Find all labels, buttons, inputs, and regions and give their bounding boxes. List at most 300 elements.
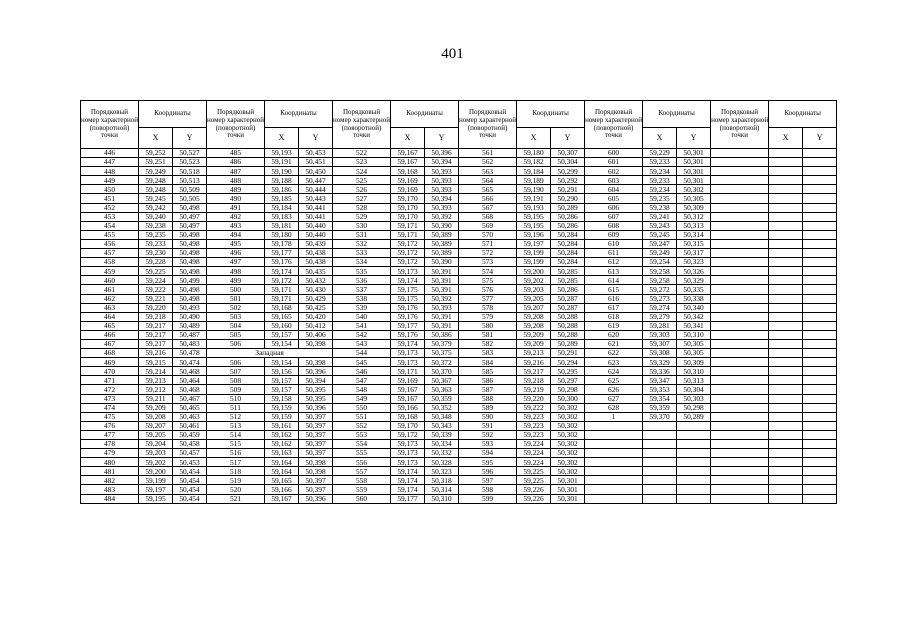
x-cell: 59,209 xyxy=(139,403,173,412)
point-number-cell xyxy=(711,367,769,376)
y-cell: 50,441 xyxy=(299,203,333,212)
point-number-cell: 477 xyxy=(81,430,139,439)
y-cell: 50,397 xyxy=(299,485,333,494)
x-cell: 59,222 xyxy=(139,285,173,294)
point-number-cell: 461 xyxy=(81,285,139,294)
table-row xyxy=(81,167,837,176)
y-cell: 50,295 xyxy=(551,367,585,376)
y-cell: 50,323 xyxy=(677,258,711,267)
y-cell: 50,396 xyxy=(299,494,333,503)
header-y: Y xyxy=(803,128,837,149)
point-number-cell: 515 xyxy=(207,440,265,449)
y-cell: 50,465 xyxy=(173,403,207,412)
y-cell: 50,398 xyxy=(299,458,333,467)
point-number-cell: 474 xyxy=(81,403,139,412)
x-cell: 59,217 xyxy=(139,339,173,348)
y-cell: 50,303 xyxy=(677,394,711,403)
x-cell xyxy=(769,467,803,476)
x-cell: 59,197 xyxy=(139,485,173,494)
point-number-cell xyxy=(711,394,769,403)
x-cell: 59,173 xyxy=(391,458,425,467)
point-number-cell: 565 xyxy=(459,185,517,194)
y-cell: 50,302 xyxy=(551,403,585,412)
y-cell xyxy=(803,267,837,276)
point-number-cell: 575 xyxy=(459,276,517,285)
point-number-cell: 499 xyxy=(207,276,265,285)
point-number-cell: 534 xyxy=(333,258,391,267)
y-cell: 50,298 xyxy=(551,385,585,394)
point-number-cell: 548 xyxy=(333,385,391,394)
y-cell: 50,291 xyxy=(551,349,585,358)
x-cell: 59,170 xyxy=(391,203,425,212)
point-number-cell: 550 xyxy=(333,403,391,412)
x-cell: 59,164 xyxy=(265,467,299,476)
header-coordinates: Координаты xyxy=(643,101,711,128)
y-cell: 50,396 xyxy=(299,367,333,376)
x-cell: 59,235 xyxy=(139,230,173,239)
x-cell xyxy=(769,176,803,185)
point-number-cell: 558 xyxy=(333,476,391,485)
y-cell: 50,299 xyxy=(551,167,585,176)
point-number-cell: 447 xyxy=(81,158,139,167)
y-cell: 50,302 xyxy=(551,449,585,458)
x-cell xyxy=(769,367,803,376)
y-cell xyxy=(803,485,837,494)
x-cell: 59,174 xyxy=(391,276,425,285)
x-cell: 59,157 xyxy=(265,376,299,385)
x-cell xyxy=(769,230,803,239)
point-number-cell: 588 xyxy=(459,394,517,403)
x-cell: 59,202 xyxy=(517,276,551,285)
y-cell xyxy=(803,394,837,403)
point-number-cell xyxy=(711,167,769,176)
x-cell: 59,208 xyxy=(517,321,551,330)
point-number-cell: 594 xyxy=(459,449,517,458)
header-y: Y xyxy=(299,128,333,149)
point-number-cell: 540 xyxy=(333,312,391,321)
header-x: X xyxy=(139,128,173,149)
point-number-cell: 510 xyxy=(207,394,265,403)
point-number-cell: 505 xyxy=(207,330,265,339)
point-number-cell: 626 xyxy=(585,385,643,394)
y-cell xyxy=(803,258,837,267)
y-cell: 50,447 xyxy=(299,176,333,185)
y-cell xyxy=(803,158,837,167)
x-cell: 59,190 xyxy=(517,185,551,194)
y-cell xyxy=(677,467,711,476)
point-number-cell: 471 xyxy=(81,376,139,385)
x-cell: 59,209 xyxy=(517,339,551,348)
x-cell: 59,224 xyxy=(517,458,551,467)
y-cell: 50,312 xyxy=(677,212,711,221)
y-cell: 50,328 xyxy=(425,458,459,467)
point-number-cell: 522 xyxy=(333,149,391,158)
y-cell: 50,430 xyxy=(299,285,333,294)
x-cell: 59,185 xyxy=(265,194,299,203)
y-cell: 50,302 xyxy=(677,185,711,194)
x-cell: 59,193 xyxy=(265,149,299,158)
y-cell: 50,300 xyxy=(551,394,585,403)
x-cell: 59,170 xyxy=(391,421,425,430)
header-y: Y xyxy=(173,128,207,149)
y-cell xyxy=(803,167,837,176)
header-point-number: Порядковый номер характерной (поворотной) точки xyxy=(333,101,391,149)
x-cell: 59,229 xyxy=(643,149,677,158)
x-cell: 59,168 xyxy=(391,167,425,176)
x-cell: 59,176 xyxy=(265,258,299,267)
y-cell: 50,285 xyxy=(551,267,585,276)
y-cell: 50,309 xyxy=(677,203,711,212)
y-cell: 50,389 xyxy=(425,230,459,239)
y-cell: 50,302 xyxy=(551,440,585,449)
point-number-cell xyxy=(711,230,769,239)
x-cell: 59,161 xyxy=(265,421,299,430)
x-cell xyxy=(769,421,803,430)
x-cell xyxy=(769,412,803,421)
x-cell: 59,221 xyxy=(139,294,173,303)
header-x: X xyxy=(391,128,425,149)
y-cell: 50,391 xyxy=(425,321,459,330)
x-cell: 59,208 xyxy=(139,412,173,421)
x-cell: 59,172 xyxy=(391,249,425,258)
x-cell: 59,238 xyxy=(139,221,173,230)
point-number-cell: 454 xyxy=(81,221,139,230)
point-number-cell: 567 xyxy=(459,203,517,212)
x-cell: 59,203 xyxy=(139,449,173,458)
point-number-cell: 484 xyxy=(81,494,139,503)
y-cell: 50,307 xyxy=(551,149,585,158)
y-cell: 50,370 xyxy=(425,367,459,376)
table-row xyxy=(81,258,837,267)
x-cell xyxy=(769,203,803,212)
point-number-cell: 595 xyxy=(459,458,517,467)
y-cell: 50,490 xyxy=(173,312,207,321)
x-cell: 59,245 xyxy=(139,194,173,203)
x-cell: 59,226 xyxy=(517,485,551,494)
table-row xyxy=(81,394,837,403)
x-cell: 59,233 xyxy=(643,158,677,167)
y-cell: 50,398 xyxy=(299,358,333,367)
point-number-cell: 448 xyxy=(81,167,139,176)
x-cell xyxy=(643,440,677,449)
y-cell: 50,397 xyxy=(299,412,333,421)
x-cell: 59,157 xyxy=(265,385,299,394)
x-cell: 59,202 xyxy=(139,458,173,467)
point-number-cell: 586 xyxy=(459,376,517,385)
y-cell xyxy=(803,476,837,485)
x-cell: 59,172 xyxy=(391,258,425,267)
point-number-cell xyxy=(711,185,769,194)
y-cell xyxy=(803,430,837,439)
y-cell: 50,395 xyxy=(299,385,333,394)
x-cell: 59,212 xyxy=(139,385,173,394)
x-cell xyxy=(643,494,677,503)
point-number-cell xyxy=(711,176,769,185)
point-number-cell: 627 xyxy=(585,394,643,403)
y-cell: 50,301 xyxy=(677,158,711,167)
y-cell xyxy=(803,403,837,412)
y-cell: 50,406 xyxy=(299,330,333,339)
x-cell xyxy=(769,321,803,330)
x-cell: 59,171 xyxy=(391,367,425,376)
y-cell: 50,454 xyxy=(173,494,207,503)
x-cell: 59,214 xyxy=(139,367,173,376)
point-number-cell: 537 xyxy=(333,285,391,294)
y-cell: 50,468 xyxy=(173,385,207,394)
table-row xyxy=(81,239,837,248)
point-number-cell: 624 xyxy=(585,367,643,376)
point-number-cell: 570 xyxy=(459,230,517,239)
x-cell: 59,228 xyxy=(139,258,173,267)
point-number-cell: 473 xyxy=(81,394,139,403)
point-number-cell: 614 xyxy=(585,276,643,285)
x-cell: 59,233 xyxy=(643,176,677,185)
y-cell: 50,285 xyxy=(551,276,585,285)
point-number-cell: 1 xyxy=(585,412,643,421)
y-cell xyxy=(803,467,837,476)
y-cell: 50,302 xyxy=(551,458,585,467)
point-number-cell: 495 xyxy=(207,239,265,248)
y-cell: 50,310 xyxy=(425,494,459,503)
header-x: X xyxy=(265,128,299,149)
y-cell: 50,290 xyxy=(551,194,585,203)
point-number-cell: 449 xyxy=(81,176,139,185)
y-cell: 50,397 xyxy=(299,449,333,458)
x-cell: 59,218 xyxy=(139,312,173,321)
x-cell: 59,181 xyxy=(265,221,299,230)
y-cell xyxy=(803,149,837,158)
y-cell: 50,454 xyxy=(173,476,207,485)
x-cell xyxy=(769,494,803,503)
point-number-cell: 500 xyxy=(207,285,265,294)
header-y: Y xyxy=(425,128,459,149)
x-cell: 59,173 xyxy=(391,349,425,358)
y-cell: 50,453 xyxy=(299,149,333,158)
point-number-cell: 590 xyxy=(459,412,517,421)
point-number-cell xyxy=(585,467,643,476)
point-number-cell: 628 xyxy=(585,403,643,412)
y-cell: 50,499 xyxy=(173,276,207,285)
x-cell: 59,208 xyxy=(517,312,551,321)
point-number-cell: 566 xyxy=(459,194,517,203)
x-cell: 59,171 xyxy=(391,230,425,239)
y-cell: 50,375 xyxy=(425,349,459,358)
x-cell: 59,167 xyxy=(265,494,299,503)
y-cell: 50,363 xyxy=(425,385,459,394)
x-cell: 59,234 xyxy=(643,167,677,176)
x-cell: 59,205 xyxy=(139,430,173,439)
x-cell: 59,174 xyxy=(391,467,425,476)
table-row xyxy=(81,267,837,276)
point-number-cell: 523 xyxy=(333,158,391,167)
x-cell: 59,204 xyxy=(139,440,173,449)
y-cell: 50,444 xyxy=(299,185,333,194)
header-coordinates: Координаты xyxy=(265,101,333,128)
point-number-cell xyxy=(711,258,769,267)
y-cell xyxy=(803,339,837,348)
y-cell: 50,459 xyxy=(173,430,207,439)
point-number-cell: 535 xyxy=(333,267,391,276)
x-cell xyxy=(769,258,803,267)
point-number-cell: 554 xyxy=(333,440,391,449)
y-cell xyxy=(677,449,711,458)
point-number-cell: 458 xyxy=(81,258,139,267)
x-cell: 59,209 xyxy=(517,330,551,339)
point-number-cell: 493 xyxy=(207,221,265,230)
y-cell xyxy=(803,194,837,203)
y-cell xyxy=(803,239,837,248)
x-cell: 59,243 xyxy=(643,221,677,230)
y-cell: 50,287 xyxy=(551,294,585,303)
x-cell: 59,173 xyxy=(391,440,425,449)
x-cell xyxy=(769,276,803,285)
y-cell: 50,286 xyxy=(551,221,585,230)
y-cell: 50,289 xyxy=(677,412,711,421)
table-row xyxy=(81,185,837,194)
point-number-cell: 504 xyxy=(207,321,265,330)
y-cell: 50,498 xyxy=(173,249,207,258)
y-cell: 50,390 xyxy=(425,258,459,267)
x-cell: 59,199 xyxy=(517,249,551,258)
point-number-cell xyxy=(585,440,643,449)
y-cell: 50,391 xyxy=(425,267,459,276)
y-cell: 50,467 xyxy=(173,394,207,403)
y-cell: 50,323 xyxy=(425,467,459,476)
point-number-cell: 457 xyxy=(81,249,139,258)
x-cell: 59,172 xyxy=(391,430,425,439)
x-cell: 59,186 xyxy=(265,185,299,194)
y-cell xyxy=(803,185,837,194)
point-number-cell: 568 xyxy=(459,212,517,221)
x-cell: 59,223 xyxy=(517,430,551,439)
point-number-cell xyxy=(711,358,769,367)
table-row xyxy=(81,449,837,458)
point-number-cell: 464 xyxy=(81,312,139,321)
x-cell: 59,175 xyxy=(391,285,425,294)
x-cell: 59,234 xyxy=(643,185,677,194)
x-cell: 59,159 xyxy=(265,403,299,412)
point-number-cell: 551 xyxy=(333,412,391,421)
point-number-cell: 610 xyxy=(585,239,643,248)
x-cell: 59,174 xyxy=(391,476,425,485)
point-number-cell xyxy=(585,458,643,467)
x-cell: 59,167 xyxy=(391,394,425,403)
x-cell: 59,191 xyxy=(517,194,551,203)
x-cell: 59,281 xyxy=(643,321,677,330)
point-number-cell: 529 xyxy=(333,212,391,221)
y-cell: 50,440 xyxy=(299,230,333,239)
x-cell: 59,177 xyxy=(265,249,299,258)
point-number-cell xyxy=(711,421,769,430)
x-cell xyxy=(769,158,803,167)
table-row xyxy=(81,385,837,394)
y-cell xyxy=(803,230,837,239)
x-cell: 59,171 xyxy=(265,285,299,294)
y-cell: 50,313 xyxy=(677,376,711,385)
y-cell: 50,438 xyxy=(299,249,333,258)
x-cell: 59,166 xyxy=(265,485,299,494)
point-number-cell: 608 xyxy=(585,221,643,230)
x-cell: 59,273 xyxy=(643,294,677,303)
y-cell: 50,457 xyxy=(173,449,207,458)
point-number-cell: 577 xyxy=(459,294,517,303)
point-number-cell: 582 xyxy=(459,339,517,348)
x-cell: 59,211 xyxy=(139,394,173,403)
point-number-cell: 511 xyxy=(207,403,265,412)
x-cell: 59,272 xyxy=(643,285,677,294)
x-cell: 59,200 xyxy=(517,267,551,276)
x-cell: 59,222 xyxy=(517,403,551,412)
x-cell xyxy=(643,467,677,476)
x-cell: 59,190 xyxy=(265,167,299,176)
point-number-cell: 462 xyxy=(81,294,139,303)
y-cell: 50,305 xyxy=(677,349,711,358)
table-row xyxy=(81,376,837,385)
y-cell: 50,394 xyxy=(425,158,459,167)
point-number-cell: 583 xyxy=(459,349,517,358)
point-number-cell: 579 xyxy=(459,312,517,321)
y-cell xyxy=(677,430,711,439)
header-point-number: Порядковый номер характерной (поворотной) точки xyxy=(81,101,139,149)
y-cell: 50,372 xyxy=(425,358,459,367)
point-number-cell: 549 xyxy=(333,394,391,403)
y-cell: 50,464 xyxy=(173,376,207,385)
point-number-cell: 521 xyxy=(207,494,265,503)
point-number-cell: 536 xyxy=(333,276,391,285)
point-number-cell: 468 xyxy=(81,349,139,358)
point-number-cell xyxy=(711,267,769,276)
x-cell: 59,252 xyxy=(139,149,173,158)
y-cell: 50,497 xyxy=(173,221,207,230)
x-cell xyxy=(769,239,803,248)
y-cell: 50,398 xyxy=(299,339,333,348)
point-number-cell xyxy=(711,221,769,230)
y-cell xyxy=(677,458,711,467)
y-cell xyxy=(803,249,837,258)
table-row xyxy=(81,467,837,476)
point-number-cell: 574 xyxy=(459,267,517,276)
y-cell xyxy=(803,449,837,458)
y-cell: 50,391 xyxy=(425,285,459,294)
point-number-cell xyxy=(711,458,769,467)
point-number-cell xyxy=(585,421,643,430)
table-body xyxy=(81,149,837,504)
x-cell xyxy=(643,458,677,467)
x-cell xyxy=(769,339,803,348)
x-cell: 59,303 xyxy=(643,330,677,339)
y-cell: 50,343 xyxy=(425,421,459,430)
header-point-number: Порядковый номер характерной (поворотной) точки xyxy=(207,101,265,149)
x-cell: 59,191 xyxy=(265,158,299,167)
point-number-cell: 519 xyxy=(207,476,265,485)
x-cell: 59,175 xyxy=(391,294,425,303)
y-cell: 50,498 xyxy=(173,294,207,303)
point-number-cell: 547 xyxy=(333,376,391,385)
y-cell: 50,432 xyxy=(299,276,333,285)
x-cell: 59,216 xyxy=(517,358,551,367)
y-cell xyxy=(677,485,711,494)
point-number-cell: 452 xyxy=(81,203,139,212)
point-number-cell: 478 xyxy=(81,440,139,449)
point-number-cell: 609 xyxy=(585,230,643,239)
x-cell: 59,177 xyxy=(391,321,425,330)
x-cell: 59,167 xyxy=(391,149,425,158)
y-cell: 50,391 xyxy=(425,312,459,321)
x-cell: 59,224 xyxy=(139,276,173,285)
header-point-number: Порядковый номер характерной (поворотной) точки xyxy=(711,101,769,149)
x-cell: 59,158 xyxy=(265,394,299,403)
point-number-cell xyxy=(585,449,643,458)
